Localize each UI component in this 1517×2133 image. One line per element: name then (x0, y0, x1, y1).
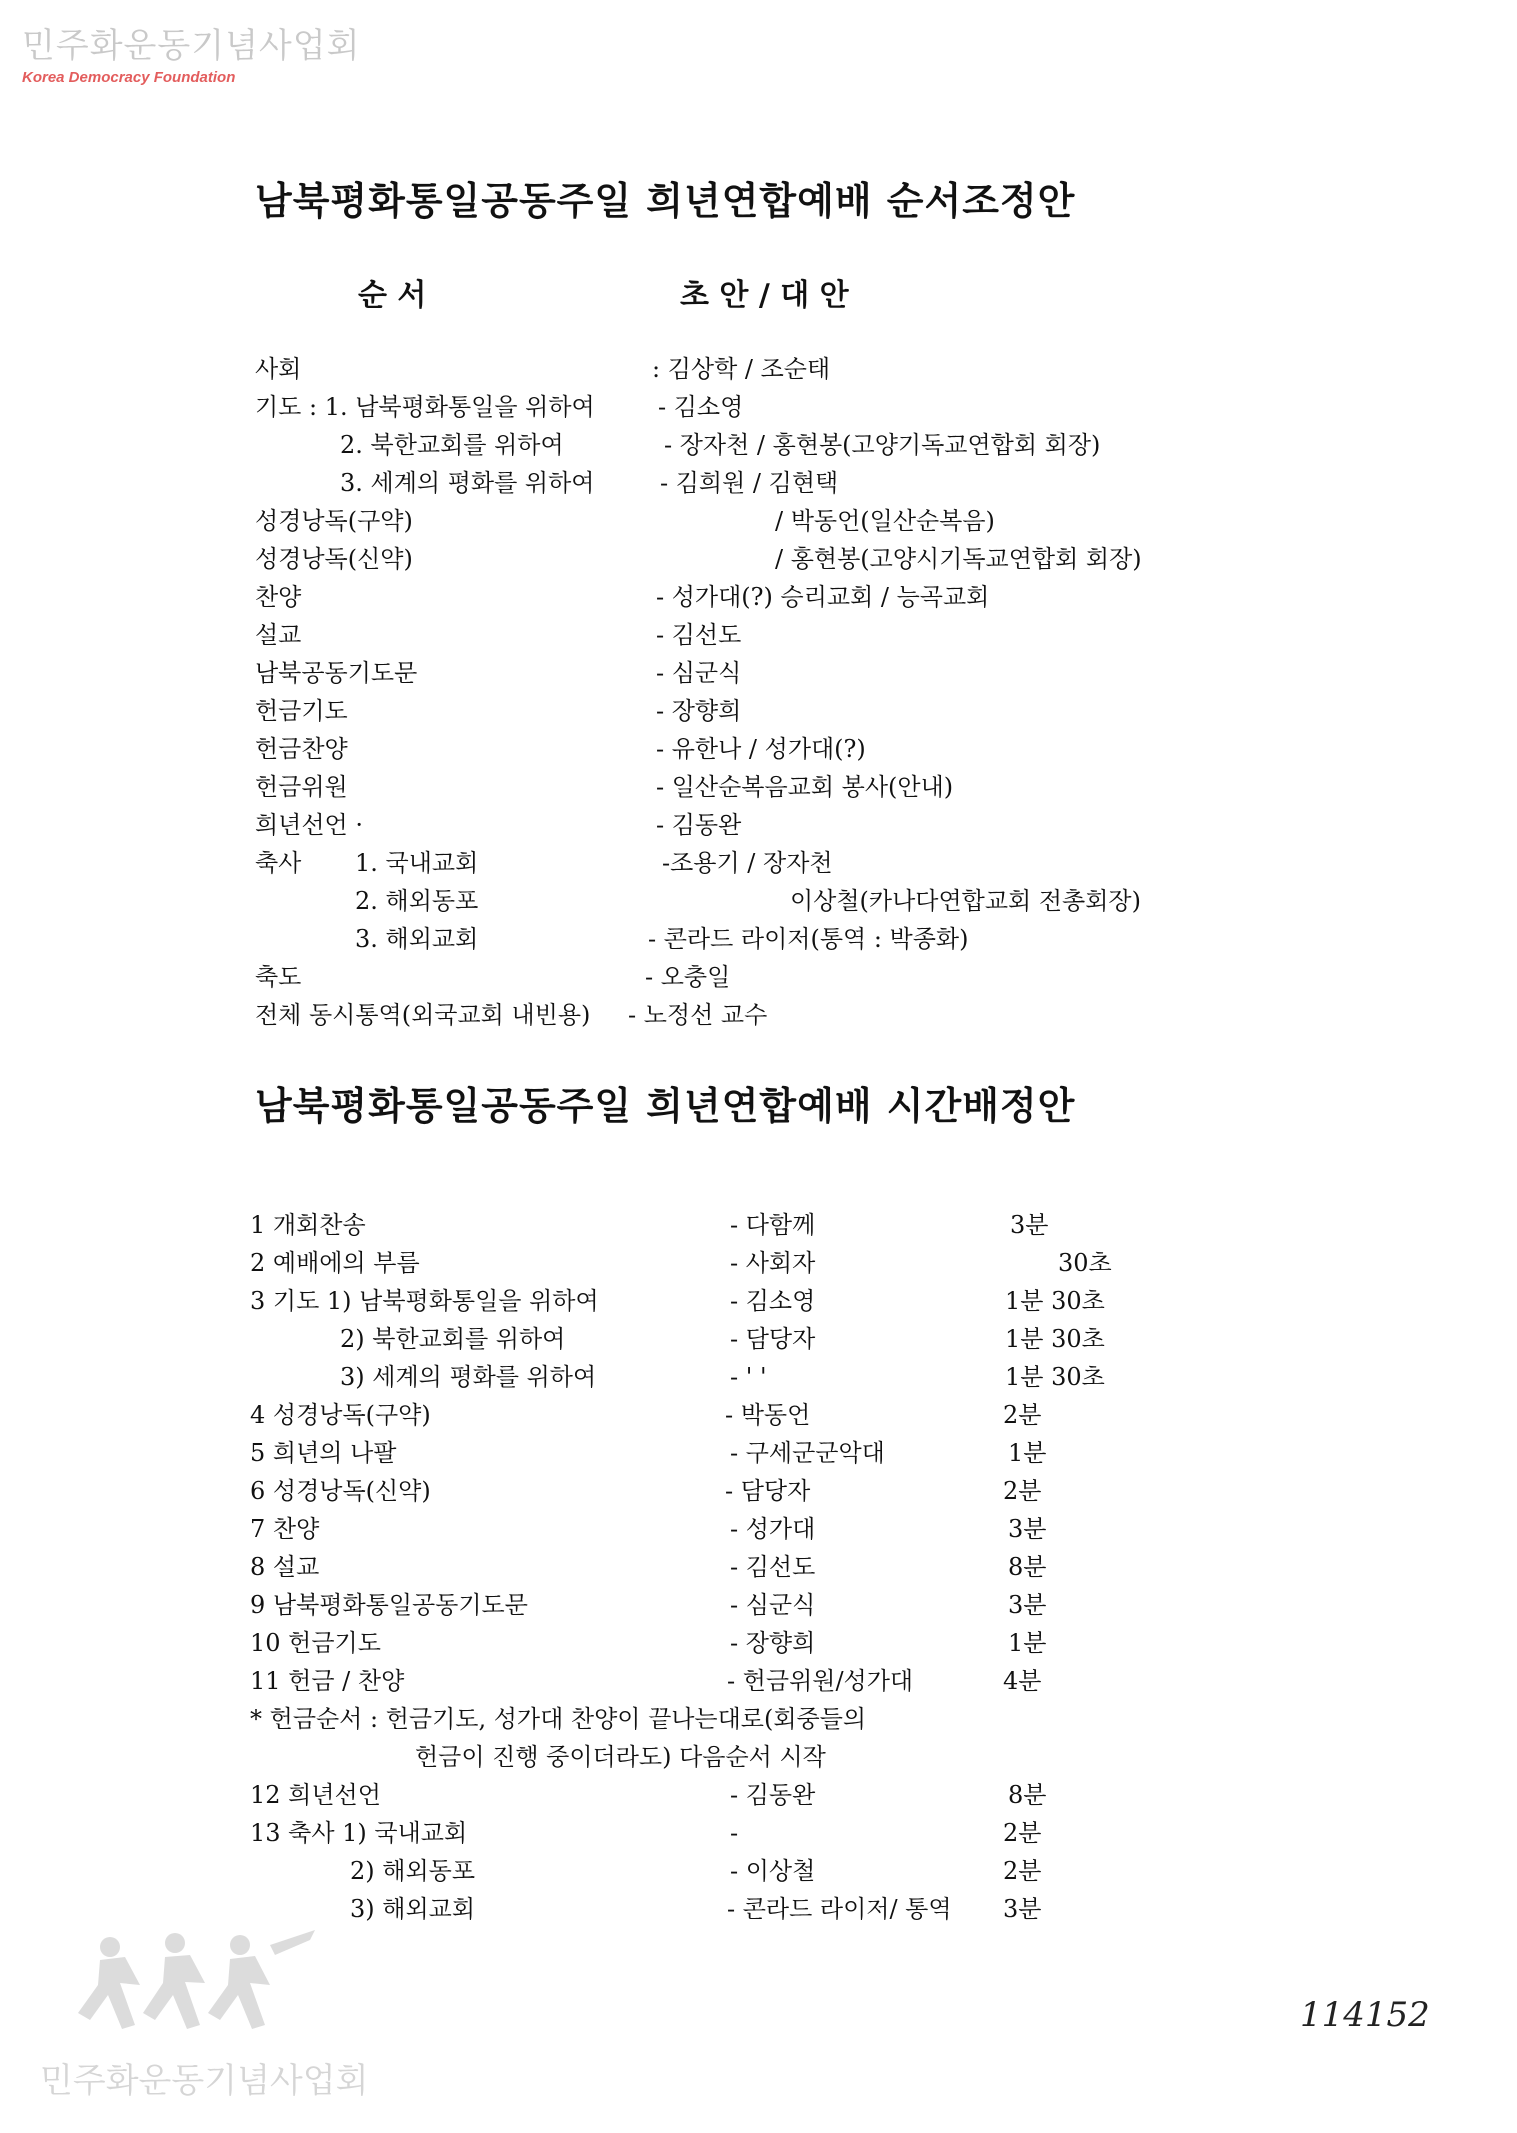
time-row (0, 1510, 1517, 1548)
time-item: 2) 북한교회를 위하여 (340, 1325, 566, 1353)
time-item: 10 헌금기도 (250, 1629, 381, 1657)
order-label: 기도 : 1. 남북평화통일을 위하여 (255, 393, 595, 421)
order-row (0, 996, 1517, 1034)
order-row (0, 616, 1517, 654)
order-title: 남북평화통일공동주일 희년연합예배 순서조정안 (255, 178, 1076, 223)
time-duration: 30초 (1058, 1249, 1112, 1277)
time-note-row (0, 1700, 1517, 1738)
offering-note-continued: 헌금이 진행 중이더라도) 다음순서 시작 (415, 1743, 826, 1771)
time-row (0, 1814, 1517, 1852)
time-person: - 담당자 (725, 1477, 811, 1505)
watermark-bottom (40, 1925, 420, 2102)
time-person: - ' ' (730, 1363, 767, 1391)
order-label: 축도 (255, 963, 302, 991)
time-duration: 1분 (1008, 1439, 1047, 1467)
time-person: - 심군식 (730, 1591, 816, 1619)
order-row (0, 806, 1517, 844)
time-item: 7 찬양 (250, 1515, 320, 1543)
order-label: 2. 북한교회를 위하여 (340, 431, 564, 459)
time-person: - 장향희 (730, 1629, 816, 1657)
time-item: 5 희년의 나팔 (250, 1439, 397, 1467)
time-duration: 3분 (1008, 1515, 1047, 1543)
time-person: - 사회자 (730, 1249, 816, 1277)
time-duration: 1분 (1008, 1629, 1047, 1657)
order-row (0, 692, 1517, 730)
order-row (0, 502, 1517, 540)
time-person: - 헌금위원/성가대 (727, 1667, 914, 1695)
order-row (0, 388, 1517, 426)
time-duration: 2분 (1003, 1401, 1042, 1429)
order-label: 헌금찬양 (255, 735, 348, 763)
order-sublabel: 1. 국내교회 (355, 849, 479, 877)
order-label: 축사 (255, 849, 302, 877)
order-row (0, 882, 1517, 920)
watermark-top (22, 18, 360, 86)
order-label: 남북공동기도문 (255, 659, 418, 687)
document-number: 114152 (1300, 1995, 1430, 2035)
order-row (0, 464, 1517, 502)
time-duration: 2분 (1003, 1857, 1042, 1885)
order-value: - 김소영 (658, 393, 744, 421)
time-item: 11 헌금 / 찬양 (250, 1667, 405, 1695)
time-person: - 김소영 (730, 1287, 816, 1315)
order-row (0, 350, 1517, 388)
order-value: - 김희원 / 김현택 (660, 469, 839, 497)
offering-note: * 헌금순서 : 헌금기도, 성가대 찬양이 끝나는대로(회중들의 (250, 1705, 867, 1733)
order-row (0, 768, 1517, 806)
order-label: 찬양 (255, 583, 302, 611)
time-duration: 1분 30초 (1005, 1325, 1105, 1353)
order-value: - 장향희 (656, 697, 742, 725)
time-row (0, 1624, 1517, 1662)
order-value: 이상철(카나다연합교회 전총회장) (790, 887, 1141, 915)
order-label: 희년선언 · (255, 811, 363, 839)
order-row (0, 654, 1517, 692)
order-label: 성경낭독(신약) (255, 545, 413, 573)
order-value: - 심군식 (656, 659, 742, 687)
order-value: / 박동언(일산순복음) (775, 507, 995, 535)
order-value: -조용기 / 장자천 (662, 849, 833, 877)
order-value: - 일산순복음교회 봉사(안내) (656, 773, 954, 801)
order-label: 전체 동시통역(외국교회 내빈용) (255, 1001, 591, 1029)
time-row (0, 1852, 1517, 1890)
time-item: 3 기도 1) 남북평화통일을 위하여 (250, 1287, 599, 1315)
time-item: 13 축사 1) 국내교회 (250, 1819, 468, 1847)
order-label: 3. 세계의 평화를 위하여 (340, 469, 595, 497)
time-item: 3) 세계의 평화를 위하여 (340, 1363, 597, 1391)
time-row (0, 1206, 1517, 1244)
time-item: 1 개회찬송 (250, 1211, 366, 1239)
time-duration: 3분 (1010, 1211, 1049, 1239)
time-item: 4 성경낭독(구약) (250, 1401, 431, 1429)
time-row (0, 1282, 1517, 1320)
watermark-english: Korea Democracy Foundation (22, 69, 236, 86)
order-value: - 김동완 (656, 811, 742, 839)
order-value: - 장자천 / 홍현봉(고양기독교연합회 회장) (664, 431, 1101, 459)
time-row (0, 1358, 1517, 1396)
order-row (0, 920, 1517, 958)
time-row (0, 1662, 1517, 1700)
time-person: - 이상철 (730, 1857, 816, 1885)
time-duration: 8분 (1008, 1553, 1047, 1581)
time-row (0, 1320, 1517, 1358)
time-person: - 담당자 (730, 1325, 816, 1353)
time-person: - 콘라드 라이저/ 통역 (727, 1895, 952, 1923)
order-label: 2. 해외동포 (355, 887, 479, 915)
order-value: - 김선도 (656, 621, 742, 649)
watermark-korean: 민주화운동기념사업회 (22, 26, 361, 66)
time-duration: 3분 (1008, 1591, 1047, 1619)
time-duration: 2분 (1003, 1819, 1042, 1847)
time-person: - 구세군군악대 (730, 1439, 885, 1467)
time-item: 8 설교 (250, 1553, 320, 1581)
watermark-korean-bottom: 민주화운동기념사업회 (40, 2061, 369, 2101)
time-duration: 4분 (1003, 1667, 1042, 1695)
runners-logo-icon (40, 1925, 340, 2045)
order-label: 헌금기도 (255, 697, 348, 725)
time-item: 12 희년선언 (250, 1781, 381, 1809)
time-row (0, 1472, 1517, 1510)
header-draft-alt: 초 안 / 대 안 (680, 278, 849, 313)
order-row (0, 730, 1517, 768)
time-item: 3) 해외교회 (350, 1895, 475, 1923)
order-value: / 홍현봉(고양시기독교연합회 회장) (775, 545, 1142, 573)
order-value: - 노정선 교수 (628, 1001, 768, 1029)
time-row (0, 1396, 1517, 1434)
order-row (0, 578, 1517, 616)
order-label: 설교 (255, 621, 302, 649)
time-duration: 1분 30초 (1005, 1287, 1105, 1315)
time-title: 남북평화통일공동주일 희년연합예배 시간배정안 (255, 1083, 1076, 1128)
time-item: 2) 해외동포 (350, 1857, 475, 1885)
time-row (0, 1586, 1517, 1624)
time-person: - 성가대 (730, 1515, 816, 1543)
order-value: - 유한나 / 성가대(?) (656, 735, 866, 763)
time-item: 9 남북평화통일공동기도문 (250, 1591, 528, 1619)
time-duration: 2분 (1003, 1477, 1042, 1505)
order-label: 헌금위원 (255, 773, 348, 801)
time-person: - 다함께 (730, 1211, 816, 1239)
header-order: 순 서 (358, 278, 427, 313)
time-note-row (0, 1738, 1517, 1776)
time-person: - 박동언 (725, 1401, 811, 1429)
order-row (0, 958, 1517, 996)
order-value: : 김상학 / 조순태 (652, 355, 831, 383)
order-value: - 오충일 (645, 963, 731, 991)
time-item: 6 성경낭독(신약) (250, 1477, 431, 1505)
time-person: - 김동완 (730, 1781, 816, 1809)
time-row (0, 1548, 1517, 1586)
order-label: 3. 해외교회 (355, 925, 479, 953)
time-item: 2 예배에의 부름 (250, 1249, 420, 1277)
order-label: 사회 (255, 355, 302, 383)
time-person: - (730, 1819, 739, 1847)
time-row (0, 1434, 1517, 1472)
time-duration: 8분 (1008, 1781, 1047, 1809)
time-duration: 3분 (1003, 1895, 1042, 1923)
order-row (0, 540, 1517, 578)
time-row (0, 1776, 1517, 1814)
time-person: - 김선도 (730, 1553, 816, 1581)
time-row (0, 1244, 1517, 1282)
order-value: - 콘라드 라이저(통역 : 박종화) (648, 925, 969, 953)
time-duration: 1분 30초 (1005, 1363, 1105, 1391)
order-row (0, 844, 1517, 882)
order-row (0, 426, 1517, 464)
time-row (0, 1890, 1517, 1928)
order-label: 성경낭독(구약) (255, 507, 413, 535)
order-value: - 성가대(?) 승리교회 / 능곡교회 (656, 583, 990, 611)
